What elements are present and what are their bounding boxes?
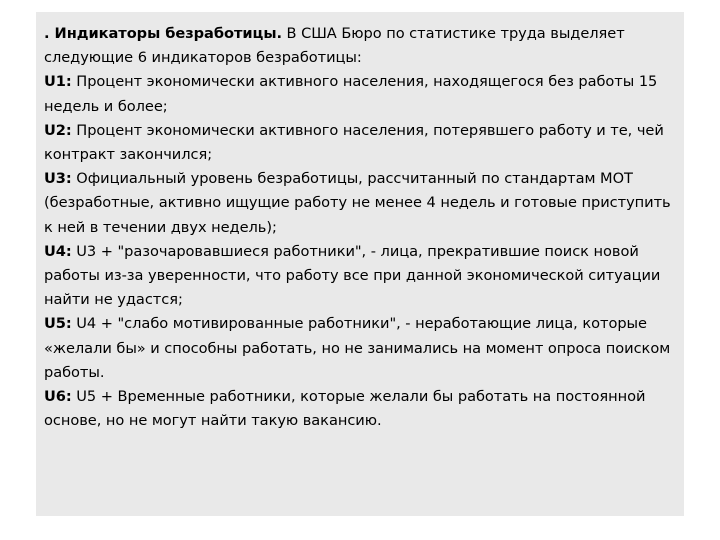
indicator-text: U3 + "разочаровавшиеся работники", - лица, прекратившие поиск новой работы из-за уверенности, что работу все при данной экономической ситуации найти не удастся; [44,242,661,309]
indicator-u4 [44,240,680,313]
intro-heading: . Индикаторы безработицы. [44,25,282,42]
text-block [44,22,680,433]
indicator-u5 [44,312,680,385]
indicator-u1 [44,70,680,118]
indicator-code: U5: [44,315,72,333]
indicator-code: U2: [44,121,72,139]
indicator-code: U6: [44,388,72,406]
indicator-code: U1: [44,73,72,91]
indicator-code: U3: [44,170,72,188]
indicator-text: U5 + Временные работники, которые желали бы работать на постоянной основе, но не могут найти такую вакансию. [44,388,646,430]
indicator-text: Официальный уровень безработицы, рассчитанный по стандартам МОТ (безработные, активно ищущие работу не менее 4 недель и готовые приступить к ней в течении двух недель); [44,170,671,236]
indicator-u3 [44,167,680,240]
indicator-code: U4: [44,242,72,260]
indicator-text: Процент экономически активного населения, находящегося без работы 15 недель и более; [44,73,658,115]
content-panel [36,12,684,516]
indicator-u6 [44,385,680,433]
intro-paragraph [44,22,680,70]
intro-text: В США Бюро по статистике труда выделяет следующие 6 индикаторов безработицы: [44,25,625,67]
indicator-u2 [44,119,680,167]
indicator-text: U4 + "слабо мотивированные работники", - неработающие лица, которые «желали бы» и способны работать, но не занимались на момент опроса поиском работы. [44,315,671,381]
indicator-text: Процент экономически активного населения, потерявшего работу и те, чей контракт закончился; [44,121,664,164]
